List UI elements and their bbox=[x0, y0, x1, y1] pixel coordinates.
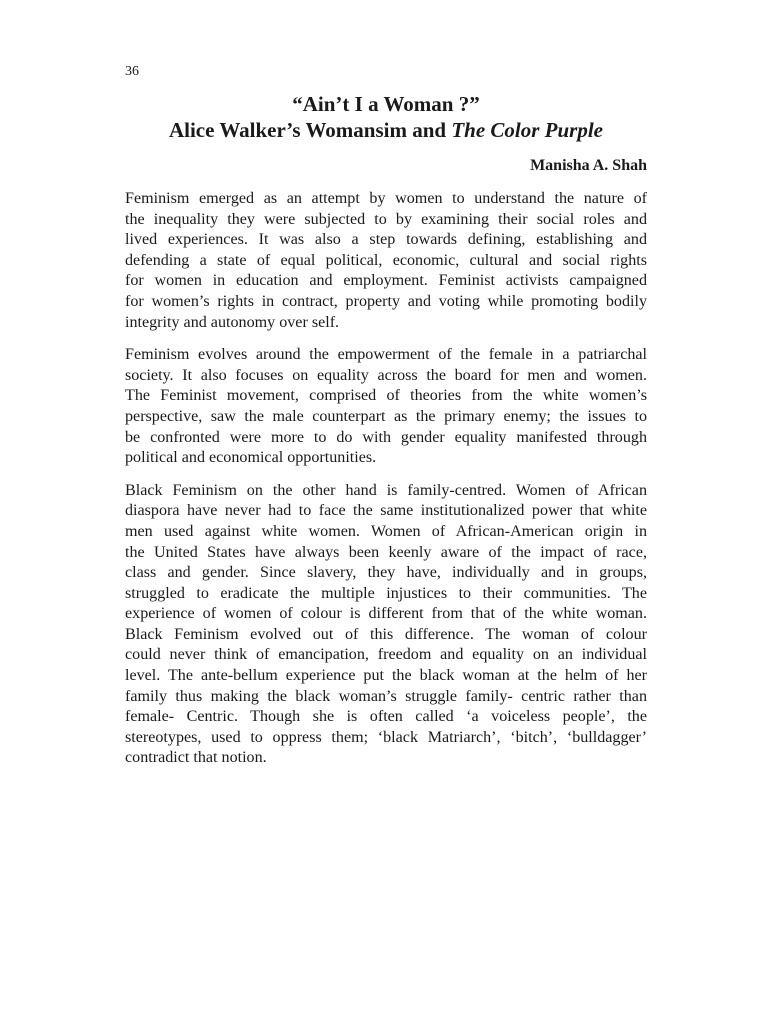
article-title bbox=[125, 91, 647, 143]
paragraph-line: for women’s rights in contract, property and voting while promoting bodily bbox=[125, 292, 647, 310]
title-line-2-italic: The Color Purple bbox=[451, 118, 604, 142]
paragraph-line: Black Feminism on the other hand is family-centred. Women of African bbox=[125, 481, 647, 499]
paragraph-line: lived experiences. It was also a step towards defining, establishing and bbox=[125, 231, 647, 249]
paragraph-line: men used against white women. Women of African-American origin in bbox=[125, 522, 647, 540]
page-number: 36 bbox=[125, 64, 139, 79]
paragraph-line: political and economical opportunities. bbox=[125, 449, 377, 467]
paragraph-line: the inequality they were subjected to by examining their social roles and bbox=[125, 210, 647, 228]
paragraph-line: the United States have always been keenly aware of the impact of race, bbox=[125, 543, 647, 561]
paragraph-2 bbox=[125, 345, 647, 469]
article-body bbox=[125, 189, 647, 781]
paragraph-line: Feminism evolves around the empowerment of the female in a patriarchal bbox=[125, 346, 647, 364]
paragraph-line: for women in education and employment. Feminist activists campaigned bbox=[125, 272, 647, 290]
paragraph-line: contradict that notion. bbox=[125, 749, 267, 767]
title-line-2 bbox=[125, 117, 647, 143]
paragraph-line: stereotypes, used to oppress them; ‘black Matriarch’, ‘bitch’, ‘bulldagger’ bbox=[125, 728, 647, 746]
author-name: Manisha A. Shah bbox=[530, 157, 647, 174]
paragraph-line: Black Feminism evolved out of this difference. The woman of colour bbox=[125, 625, 647, 643]
paragraph-1 bbox=[125, 189, 647, 333]
paragraph-line: level. The ante-bellum experience put the black woman at the helm of her bbox=[125, 667, 647, 685]
paragraph-line: family thus making the black woman’s struggle family- centric rather than bbox=[125, 687, 647, 705]
paragraph-line: defending a state of equal political, economic, cultural and social rights bbox=[125, 251, 647, 269]
paragraph-line: could never think of emancipation, freedom and equality on an individual bbox=[125, 646, 647, 664]
paragraph-line: struggled to eradicate the multiple injustices to their communities. The bbox=[125, 584, 647, 602]
paragraph-line: diaspora have never had to face the same institutionalized power that white bbox=[125, 502, 647, 520]
title-line-2-prefix: Alice Walker’s Womansim and bbox=[168, 118, 452, 142]
paragraph-3 bbox=[125, 481, 647, 769]
paragraph-line: Feminism emerged as an attempt by women to understand the nature of bbox=[125, 190, 647, 207]
title-line-1: “Ain’t I a Woman ?” bbox=[292, 92, 480, 116]
paragraph-line: female- Centric. Though she is often called ‘a voiceless people’, the bbox=[125, 708, 647, 726]
paragraph-line: The Feminist movement, comprised of theories from the white women’s bbox=[125, 387, 647, 405]
paragraph-line: be confronted were more to do with gender equality manifested through bbox=[125, 428, 647, 446]
paragraph-line: class and gender. Since slavery, they have, individually and in groups, bbox=[125, 564, 647, 582]
paragraph-line: experience of women of colour is different from that of the white woman. bbox=[125, 605, 647, 623]
paragraph-line: perspective, saw the male counterpart as the primary enemy; the issues to bbox=[125, 407, 647, 425]
paragraph-line: society. It also focuses on equality across the board for men and women. bbox=[125, 366, 647, 384]
paragraph-line: integrity and autonomy over self. bbox=[125, 313, 340, 331]
